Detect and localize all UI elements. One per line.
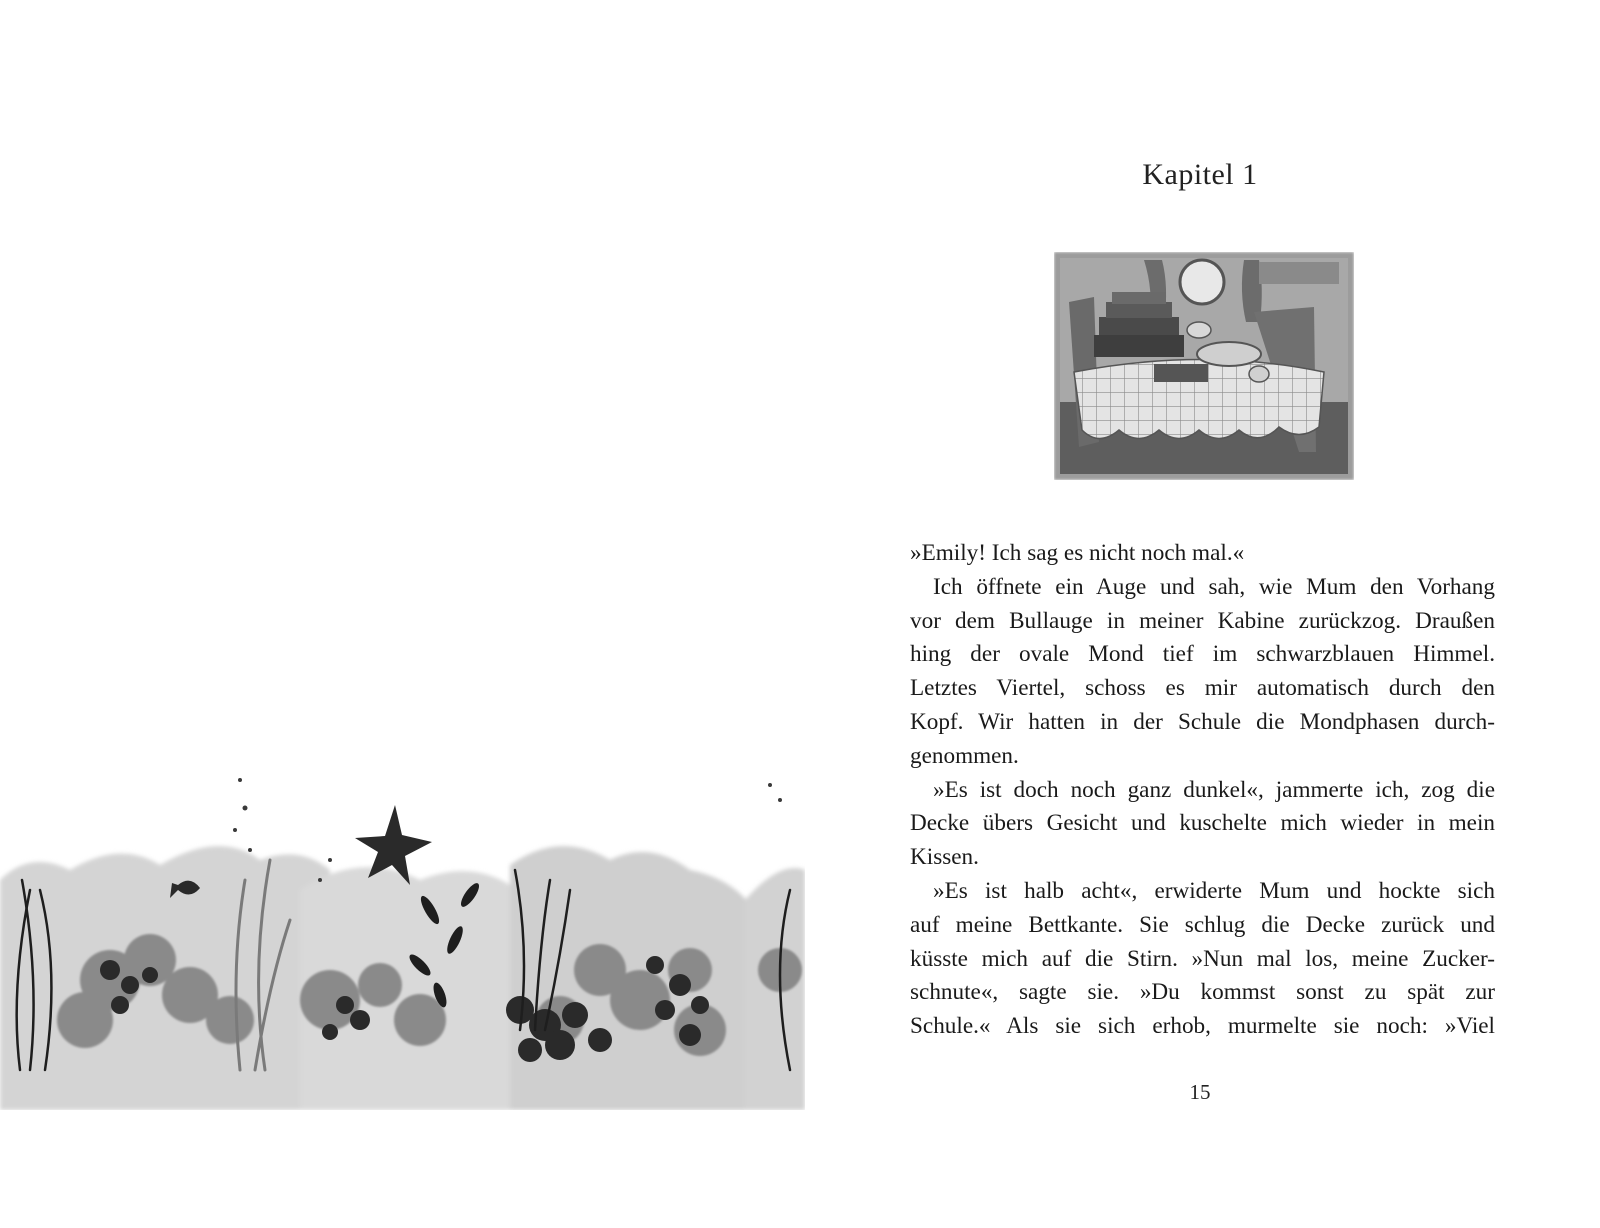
text-line: genommen. — [910, 742, 1019, 769]
text-line: Kissen. — [910, 844, 979, 871]
page-number: 15 — [1189, 1080, 1211, 1104]
text-line: Schule.« Als sie sich erhob, murmelte sie noch: »Viel — [910, 1013, 1495, 1040]
text-line: »Es ist halb acht«, erwiderte Mum und hockte sich — [933, 877, 1495, 904]
chapter-title: Kapitel 1 — [1142, 158, 1258, 191]
chapter-vignette-illustration — [1054, 252, 1354, 480]
text-line: Letztes Viertel, schoss es mir automatisch durch den — [910, 675, 1495, 702]
text-line: auf meine Bettkante. Sie schlug die Decke zurück und — [910, 911, 1495, 938]
text-line: Ich öffnete ein Auge und sah, wie Mum den Vorhang — [933, 573, 1495, 600]
text-line: schnute«, sagte sie. »Du kommst sonst zu spät zur — [910, 979, 1495, 1006]
text-line: »Es ist doch noch ganz dunkel«, jammerte ich, zog die — [933, 776, 1495, 803]
chapter-body-text — [910, 537, 1495, 1044]
text-line: »Emily! Ich sag es nicht noch mal.« — [910, 540, 1245, 566]
seabed-illustration — [0, 770, 805, 1110]
text-line: Decke übers Gesicht und kuschelte mich wieder in mein — [910, 810, 1495, 837]
text-line: küsste mich auf die Stirn. »Nun mal los, meine Zucker- — [910, 945, 1495, 972]
text-line: vor dem Bullauge in meiner Kabine zurückzog. Draußen — [910, 607, 1495, 634]
text-line: hing der ovale Mond tief im schwarzblauen Himmel. — [910, 641, 1495, 668]
text-line: Kopf. Wir hatten in der Schule die Mondphasen durch- — [910, 708, 1495, 735]
